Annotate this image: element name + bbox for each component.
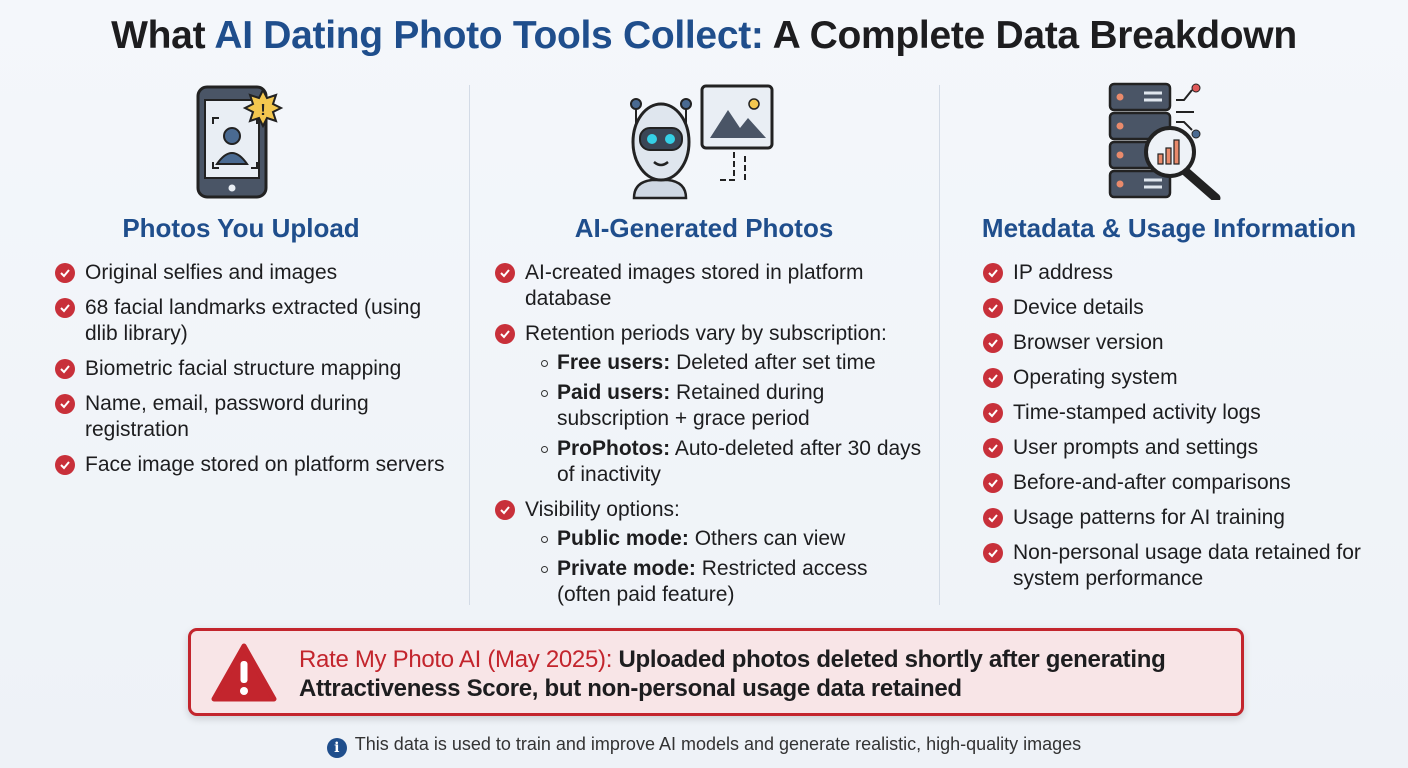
item-list (495, 260, 925, 617)
check-icon (495, 263, 515, 283)
check-icon (983, 543, 1003, 563)
check-icon (55, 359, 75, 379)
list-item: 68 facial landmarks extracted (using dlib library) (55, 295, 445, 347)
list-item: Visibility options: Public mode: Others can view Private mode: Restricted access (often paid feature) (495, 497, 925, 608)
list-item: Non-personal usage data retained for system performance (983, 540, 1383, 592)
list-item: Biometric facial structure mapping (55, 356, 445, 382)
column-divider (939, 85, 940, 605)
check-icon (55, 263, 75, 283)
column-heading: AI-Generated Photos (574, 213, 834, 243)
robot-image-icon (630, 82, 780, 200)
sub-list (525, 526, 925, 608)
list-item: Operating system (983, 365, 1383, 391)
column-divider (469, 85, 470, 605)
footer-note: i This data is used to train and improve AI models and generate realistic, high-quality images (0, 734, 1408, 758)
item-list (55, 260, 445, 487)
warning-icon (211, 643, 277, 703)
sub-item: Private mode: Restricted access (often paid feature) (525, 556, 925, 608)
check-icon (983, 438, 1003, 458)
page-title: What AI Dating Photo Tools Collect: A Complete Data Breakdown (111, 14, 1297, 57)
check-icon (55, 394, 75, 414)
list-item: IP address (983, 260, 1383, 286)
sub-item: ProPhotos: Auto-deleted after 30 days of inactivity (525, 436, 925, 488)
item-list (983, 260, 1383, 601)
check-icon (55, 298, 75, 318)
alert-box (188, 628, 1244, 716)
check-icon (983, 403, 1003, 423)
info-icon: i (327, 738, 347, 758)
alert-text: Rate My Photo AI (May 2025): Uploaded photos deleted shortly after generating Attractiveness Score, but non-personal usage data retained (299, 646, 1166, 702)
check-icon (55, 455, 75, 475)
column-heading: Photos You Upload (122, 213, 360, 243)
list-item: Device details (983, 295, 1383, 321)
list-item: Name, email, password during registration (55, 391, 445, 443)
check-icon (983, 298, 1003, 318)
sub-item: Public mode: Others can view (525, 526, 925, 552)
check-icon (983, 263, 1003, 283)
check-icon (495, 324, 515, 344)
check-icon (983, 368, 1003, 388)
list-item: Usage patterns for AI training (983, 505, 1383, 531)
sub-list (525, 350, 925, 488)
list-item: Face image stored on platform servers (55, 452, 445, 478)
list-item: User prompts and settings (983, 435, 1383, 461)
check-icon (983, 333, 1003, 353)
check-icon (983, 508, 1003, 528)
column-heading: Metadata & Usage Information (981, 213, 1357, 243)
list-item: Browser version (983, 330, 1383, 356)
check-icon (495, 500, 515, 520)
sub-item: Paid users: Retained during subscription + grace period (525, 380, 925, 432)
list-item: Retention periods vary by subscription: Free users: Deleted after set time Paid users: Retained during subscription + grace period ProPhotos: Auto-deleted after 30 days of inactivity (495, 321, 925, 488)
list-item: AI-created images stored in platform database (495, 260, 925, 312)
list-item: Original selfies and images (55, 260, 445, 286)
check-icon (983, 473, 1003, 493)
phone-face-scan-icon (195, 84, 290, 200)
sub-item: Free users: Deleted after set time (525, 350, 925, 376)
list-item: Before-and-after comparisons (983, 470, 1383, 496)
list-item: Time-stamped activity logs (983, 400, 1383, 426)
server-analytics-icon (1106, 82, 1226, 200)
svg-text:!: ! (260, 102, 266, 119)
